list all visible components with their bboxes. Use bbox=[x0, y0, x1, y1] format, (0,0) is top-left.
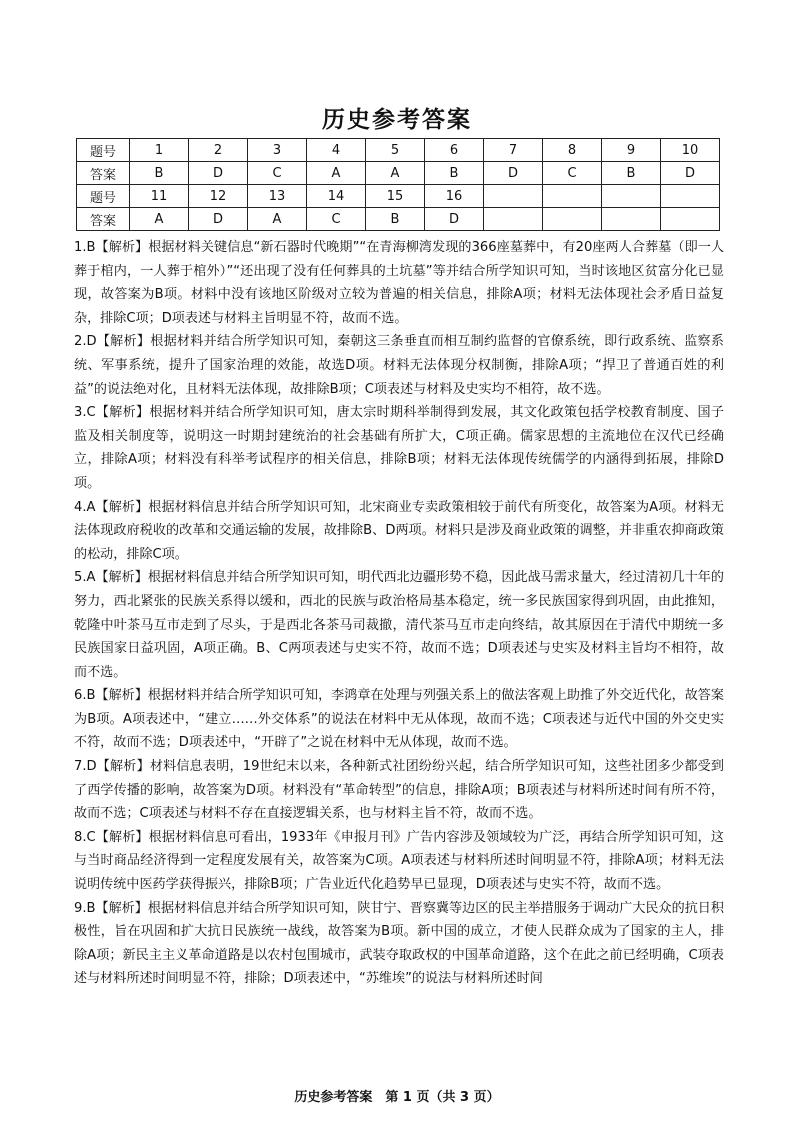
table-cell bbox=[602, 185, 661, 208]
table-cell: C bbox=[248, 162, 307, 185]
table-cell bbox=[484, 208, 543, 231]
table-cell: D bbox=[189, 162, 248, 185]
answer-paragraph: 8.C【解析】根据材料信息可看出，1933年《申报月刊》广告内容涉及领域较为广泛，再结合所学知识可知，这与当时商品经济得到一定程度发展有关，故答案为C项。A项表述与材料所述时间明显不符，排除A项；材料无法说明传统中医药学获得振兴，排除B项；广告业近代化趋势早已显现，D项表述与史实不符，故而不选。 bbox=[74, 829, 724, 893]
table-cell: A bbox=[130, 208, 189, 231]
table-cell: 8 bbox=[543, 139, 602, 162]
answer-paragraph: 4.A【解析】根据材料信息并结合所学知识可知，北宋商业专卖政策相较于前代有所变化，故答案为A项。材料无法体现政府税收的改革和交通运输的发展，故排除B、D两项。材料只是涉及商业政策的调整，并非重农抑商政策的松动，排除C项。 bbox=[74, 499, 724, 562]
table-cell: B bbox=[366, 208, 425, 231]
answer-paragraph: 1.B【解析】根据材料关键信息“新石器时代晚期”“在青海柳湾发现的366座墓葬中，有20座两人合葬墓（即一人葬于棺内，一人葬于棺外）”“还出现了没有任何葬具的土坑墓”等并结合所学知识可知，当时该地区贫富分化已显现，故答案为B项。材料中没有该地区阶级对立较为普遍的相关信息，排除A项；材料无法体现社会矛盾日益复杂，排除C项；D项表述与材料主旨明显不符，故而不选。 bbox=[74, 240, 724, 326]
page-footer: 历史参考答案 第 1 页（共 3 页） bbox=[294, 1090, 500, 1105]
table-cell: B bbox=[602, 162, 661, 185]
table-cell: D bbox=[484, 162, 543, 185]
table-cell: 13 bbox=[248, 185, 307, 208]
table-cell: 12 bbox=[189, 185, 248, 208]
table-cell: 10 bbox=[661, 139, 720, 162]
answer-explanations bbox=[74, 236, 724, 991]
table-row bbox=[77, 208, 720, 231]
table-cell: 9 bbox=[602, 139, 661, 162]
answer-paragraph: 6.B【解析】根据材料并结合所学知识可知，李鸿章在处理与列强关系上的做法客观上助推了外交近代化，故答案为B项。A项表述中，“建立……外交体系”的说法在材料中无从体现，故而不选；C项表述与近代中国的外交史实不符，故而不选；D项表述中，“开辟了”之说在材料中无从体现，故而不选。 bbox=[74, 688, 724, 751]
table-cell: 1 bbox=[130, 139, 189, 162]
table-cell: 14 bbox=[307, 185, 366, 208]
table-cell bbox=[543, 185, 602, 208]
table-cell: A bbox=[307, 162, 366, 185]
answer-paragraph: 5.A【解析】根据材料信息并结合所学知识可知，明代西北边疆形势不稳，因此战马需求量大，经过清初几十年的努力，西北紧张的民族关系得以缓和，西北的民族与政治格局基本稳定，统一多民族国家得到巩固，由此推知，乾隆中叶茶马互市走到了尽头，于是西北各茶马司裁撤，清代茶马互市走向终结，故其原因在于清代中期统一多民族国家日益巩固，A项正确。B、C两项表述与史实不符，故而不选；D项表述与史实及材料主旨均不相符，故而不选。 bbox=[74, 570, 724, 680]
table-row bbox=[77, 162, 720, 185]
table-cell: 5 bbox=[366, 139, 425, 162]
table-cell: 11 bbox=[130, 185, 189, 208]
answer-paragraph: 2.D【解析】根据材料并结合所学知识可知，秦朝这三条垂直而相互制约监督的官僚系统，即行政系统、监察系统、军事系统，提升了国家治理的效能，故选D项。材料无法体现分权制衡，排除A项；“捍卫了普通百姓的利益”的说法绝对化，且材料无法体现，故排除B项；C项表述与材料及史实均不相符，故不选。 bbox=[74, 334, 724, 397]
table-cell: 15 bbox=[366, 185, 425, 208]
table-cell: 16 bbox=[425, 185, 484, 208]
table-cell: B bbox=[425, 162, 484, 185]
table-cell bbox=[543, 208, 602, 231]
table-cell: C bbox=[307, 208, 366, 231]
table-row bbox=[77, 185, 720, 208]
row-label: 题号 bbox=[77, 139, 130, 162]
table-cell: D bbox=[425, 208, 484, 231]
table-cell: 6 bbox=[425, 139, 484, 162]
answer-paragraph: 7.D【解析】材料信息表明，19世纪末以来，各种新式社团纷纷兴起，结合所学知识可知，这些社团多少都受到了西学传播的影响，故答案为D项。材料没有“革命转型”的信息，排除A项；B项表述与材料所述时间有所不符，故而不选；C项表述与材料不存在直接逻辑关系，也与材料主旨不符，故而不选。 bbox=[74, 759, 724, 822]
answer-paragraph: 9.B【解析】根据材料信息并结合所学知识可知，陕甘宁、晋察冀等边区的民主举措服务于调动广大民众的抗日积极性，旨在巩固和扩大抗日民族统一战线，故答案为B项。新中国的成立，才使人民群众成为了国家的主人，排除A项；新民主主义革命道路是以农村包围城市，武装夺取政权的中国革命道路，这个在此之前已经明确，C项表述与材料所述时间明显不符，排除；D项表述中，“苏维埃”的说法与材料所述时间 bbox=[74, 900, 724, 987]
table-cell: 2 bbox=[189, 139, 248, 162]
row-label: 题号 bbox=[77, 185, 130, 208]
table-cell: B bbox=[130, 162, 189, 185]
table-cell: D bbox=[661, 162, 720, 185]
table-cell: C bbox=[543, 162, 602, 185]
answer-table bbox=[76, 138, 720, 231]
answer-paragraph: 3.C【解析】根据材料并结合所学知识可知，唐太宗时期科举制得到发展，其文化政策包括学校教育制度、国子监及相关制度等，说明这一时期封建统治的社会基础有所扩大，C项正确。儒家思想的主流地位在汉代已经确立，排除A项；材料没有科举考试程序的相关信息，排除B项；材料无法体现传统儒学的内涵得到拓展，排除D项。 bbox=[74, 405, 724, 491]
table-cell: D bbox=[189, 208, 248, 231]
table-cell: A bbox=[366, 162, 425, 185]
table-row bbox=[77, 139, 720, 162]
table-cell: A bbox=[248, 208, 307, 231]
page-title: 历史参考答案 bbox=[322, 107, 472, 133]
row-label: 答案 bbox=[77, 162, 130, 185]
table-cell bbox=[661, 185, 720, 208]
table-cell: 4 bbox=[307, 139, 366, 162]
table-cell bbox=[484, 185, 543, 208]
table-cell bbox=[661, 208, 720, 231]
table-cell: 3 bbox=[248, 139, 307, 162]
row-label: 答案 bbox=[77, 208, 130, 231]
table-cell: 7 bbox=[484, 139, 543, 162]
table-cell bbox=[602, 208, 661, 231]
